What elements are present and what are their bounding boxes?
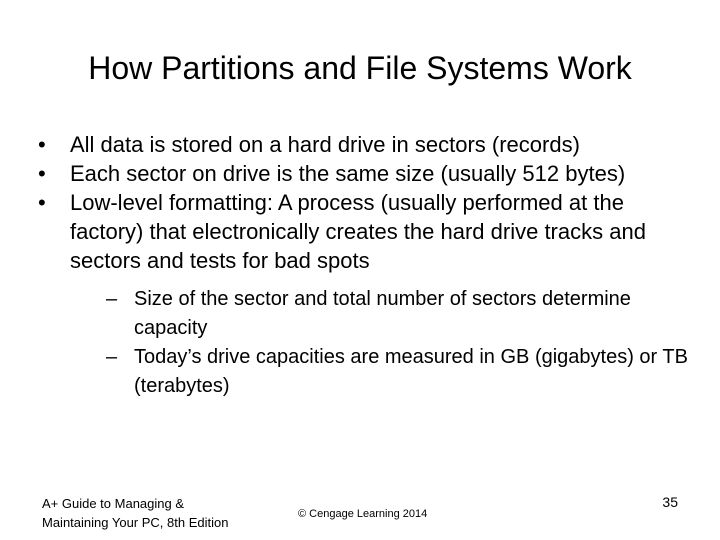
sub-bullet-item [70,343,688,401]
footer-book-line-1: A+ Guide to Managing & [42,496,185,511]
bullet-text: All data is stored on a hard drive in sectors (records) [70,132,580,157]
sub-bullet-marker: – [106,346,118,368]
bullet-item [38,159,688,188]
bullet-marker: • [38,190,46,215]
bullet-marker: • [38,161,46,186]
slide-title: How Partitions and File Systems Work [88,50,632,86]
bullet-list [38,130,688,401]
sub-bullet-text: Size of the sector and total number of sectors determine capacity [134,288,631,339]
sub-bullet-list [70,285,688,401]
sub-bullet-marker: – [106,288,118,310]
footer-copyright: © Cengage Learning 2014 [298,508,428,520]
footer-book-title [42,494,228,532]
bullet-marker: • [38,132,46,157]
bullet-text: Each sector on drive is the same size (usually 512 bytes) [70,161,626,186]
sub-bullet-item [70,285,688,343]
footer-book-line-2: Maintaining Your PC, 8th Edition [42,515,229,530]
page-number: 35 [662,494,678,510]
bullet-text: Low-level formatting: A process (usually performed at the factory) that electronically creates the hard drive tracks and sectors and tests for bad spots [70,190,646,273]
bullet-item [38,130,688,159]
sub-bullet-text: Today’s drive capacities are measured in GB (gigabytes) or TB (terabytes) [134,346,688,397]
bullet-item [38,188,688,401]
